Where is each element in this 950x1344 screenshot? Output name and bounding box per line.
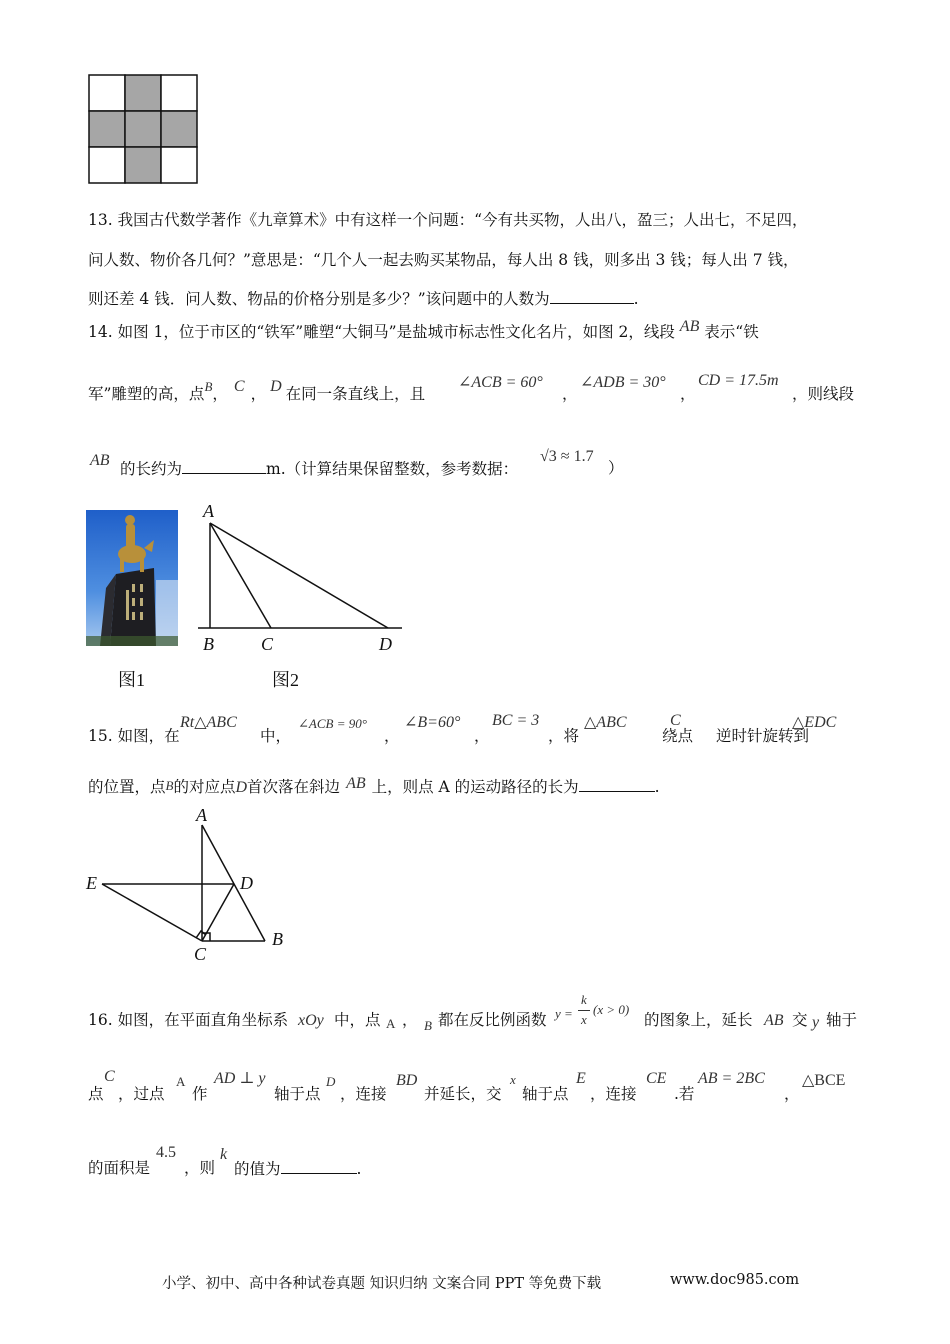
- math-A: A: [176, 1074, 186, 1089]
- label-C: C: [194, 944, 207, 964]
- math-AB: AB: [679, 318, 700, 335]
- math-angle-ADB: ∠ADB = 30°: [580, 374, 666, 391]
- q14-text: m.（计算结果保留整数，参考数据：: [266, 460, 519, 478]
- statue-photo: [86, 510, 178, 646]
- q16-text: 的图象上，延长: [644, 1011, 753, 1029]
- label-D: D: [379, 634, 392, 654]
- math-B: B: [204, 379, 213, 394]
- math-function: [555, 992, 641, 1032]
- comma: ，: [474, 727, 490, 745]
- grid-cell-shaded: [125, 75, 161, 111]
- math-sqrt3: √3 ≈ 1.7: [540, 448, 594, 465]
- comma: ，: [250, 385, 267, 403]
- fig-q15-rotation: [82, 805, 292, 967]
- q13-line3: [88, 288, 639, 309]
- math-AB: AB: [346, 775, 366, 792]
- footer-ad: 小学、初中、高中各种试卷真题 知识归纳 文案合同 PPT 等免费下载: [162, 1276, 602, 1292]
- math-triangle-EDC: △EDC: [792, 714, 837, 731]
- q14-line3: [120, 458, 518, 479]
- func-x: x: [581, 1012, 587, 1027]
- q15-line2: [88, 776, 660, 798]
- q16-end: .: [356, 1160, 362, 1178]
- segment-AD: [210, 523, 388, 628]
- answer-blank: [182, 458, 266, 474]
- segment-EC: [102, 884, 202, 941]
- q14-text: 表示“铁: [704, 323, 759, 341]
- grid-cell: [89, 75, 125, 111]
- comma: ，: [212, 385, 228, 403]
- grid-cell: [161, 75, 197, 111]
- q16-text: 的值为: [234, 1160, 281, 1178]
- grid-cell: [161, 147, 197, 183]
- grid-cell: [89, 147, 125, 183]
- math-x: x: [510, 1072, 516, 1087]
- label-A: A: [196, 805, 207, 825]
- math-AD-perp-y: AD ⊥ y: [214, 1070, 266, 1087]
- q15-text: 绕点: [662, 727, 694, 745]
- q15-text: ，将: [548, 727, 580, 745]
- math-rt-triangle: Rt△ABC: [180, 714, 237, 731]
- q15-text: 的位置，点: [88, 778, 166, 796]
- label-C: C: [261, 634, 274, 654]
- math-BC: BC = 3: [492, 712, 540, 729]
- label-D: D: [240, 873, 253, 893]
- caption-fig1: 图1: [118, 670, 145, 690]
- q16-text: 的面积是: [88, 1159, 151, 1177]
- fraction-bar: [578, 1010, 590, 1011]
- math-D: D: [326, 1074, 336, 1089]
- grid-cell-shaded: [125, 111, 161, 147]
- math-xOy: xOy: [298, 1012, 324, 1029]
- answer-blank: [579, 776, 655, 792]
- q14-text: 军”雕塑的高，点: [88, 385, 205, 403]
- q16-text: 16. 如图，在平面直角坐标系: [88, 1011, 289, 1029]
- footer-url[interactable]: www.doc985.com: [670, 1272, 800, 1288]
- math-angle-B: ∠B=60°: [404, 714, 461, 731]
- math-y: y: [812, 1014, 820, 1031]
- math-CE: CE: [646, 1070, 667, 1087]
- math-CD: CD = 17.5m: [698, 372, 779, 389]
- math-angle-ACB: ∠ACB = 90°: [298, 716, 367, 731]
- q16-text: 作: [192, 1085, 208, 1103]
- math-angle-ACB: ∠ACB = 60°: [458, 374, 543, 391]
- grid-cell-shaded: [161, 111, 197, 147]
- q13-line2: 问人数、物价各几何？”意思是：“几个人一起去购买某物品，每人出 8 钱，则多出 3 钱；每人出 7 钱，: [88, 251, 799, 269]
- q14-line2: [88, 378, 426, 405]
- fig2-triangle: [195, 498, 410, 658]
- comma: ，: [562, 385, 578, 403]
- math-AB-2BC: AB = 2BC: [698, 1070, 765, 1087]
- math-area: 4.5: [156, 1144, 176, 1161]
- q16-text: ，连接: [590, 1085, 637, 1103]
- q16-text: ，过点: [118, 1085, 165, 1103]
- math-E: E: [576, 1070, 586, 1087]
- q15-text: 首次落在斜边: [247, 778, 341, 796]
- answer-blank: [281, 1158, 357, 1174]
- math-C: C: [233, 378, 245, 395]
- comma: ，: [680, 385, 696, 403]
- math-C: C: [670, 712, 681, 729]
- q16-text: .若: [674, 1085, 695, 1103]
- q16-text: 轴于点: [522, 1085, 569, 1103]
- label-E: E: [86, 873, 97, 893]
- q14-text: 在同一条直线上，且: [285, 385, 426, 403]
- math-D: D: [235, 779, 248, 796]
- comma: ，: [402, 1011, 418, 1029]
- q15-text: 15. 如图，在: [88, 727, 180, 745]
- q15-text: 中，: [260, 727, 292, 745]
- q13-line3-text: 则还差 4 钱．问人数、物品的价格分别是多少？”该问题中的人数为: [88, 290, 550, 308]
- func-k: k: [581, 992, 587, 1007]
- math-triangle-ABC: △ABC: [584, 714, 627, 731]
- q16-text: 轴于: [826, 1011, 858, 1029]
- q16-text: ，则: [184, 1159, 216, 1177]
- math-triangle-BCE: △BCE: [802, 1072, 846, 1089]
- q14-text: ，则线段: [792, 385, 855, 403]
- q15-text: 逆时针旋转到: [716, 727, 810, 745]
- label-A: A: [203, 501, 214, 521]
- math-A: A: [386, 1016, 396, 1031]
- comma: ，: [384, 727, 400, 745]
- math-B: B: [165, 778, 174, 793]
- q16-text: 中，点: [334, 1011, 381, 1029]
- grid-cell-shaded: [125, 147, 161, 183]
- math-D: D: [270, 378, 282, 395]
- q16-text: ，连接: [340, 1085, 387, 1103]
- q14-line1: [88, 318, 759, 343]
- q14-text: 14. 如图 1，位于市区的“铁军”雕塑“大铜马”是盐城市标志性文化名片，如图 2，线段: [88, 323, 675, 341]
- q16-text: 并延长，交: [424, 1085, 502, 1103]
- math-B: B: [424, 1018, 432, 1033]
- q13-end: .: [633, 290, 639, 308]
- func-condition: (x > 0): [593, 1002, 630, 1017]
- math-AB: AB: [90, 452, 110, 469]
- q15-text: 的对应点: [173, 778, 236, 796]
- answer-blank: [550, 288, 634, 304]
- q16-text: 交: [792, 1011, 808, 1029]
- caption-fig2: 图2: [272, 670, 299, 690]
- segment-AC: [210, 523, 271, 628]
- grid-figure: [88, 74, 202, 188]
- q14-text: 的长约为: [120, 460, 183, 478]
- q13-line1: 13. 我国古代数学著作《九章算术》中有这样一个问题：“今有共买物，人出八，盈三；人出七，不足四，: [88, 211, 808, 229]
- label-B: B: [272, 929, 283, 949]
- q16-text: 都在反比例函数: [438, 1011, 547, 1029]
- q16-text: 点: [88, 1085, 104, 1103]
- math-k: k: [220, 1146, 228, 1163]
- grid-cell-shaded: [89, 111, 125, 147]
- q15-end: .: [654, 778, 660, 796]
- q15-text: 上，则点 A 的运动路径的长为: [371, 778, 579, 796]
- q16-text: 轴于点: [274, 1085, 321, 1103]
- comma: ，: [784, 1085, 800, 1103]
- q14-text: ）: [608, 459, 624, 477]
- math-C: C: [104, 1068, 115, 1085]
- label-B: B: [203, 634, 214, 654]
- math-AB: AB: [764, 1012, 784, 1029]
- math-BD: BD: [396, 1072, 418, 1089]
- func-y: y =: [555, 1006, 573, 1021]
- q16-line3-end: [234, 1158, 361, 1179]
